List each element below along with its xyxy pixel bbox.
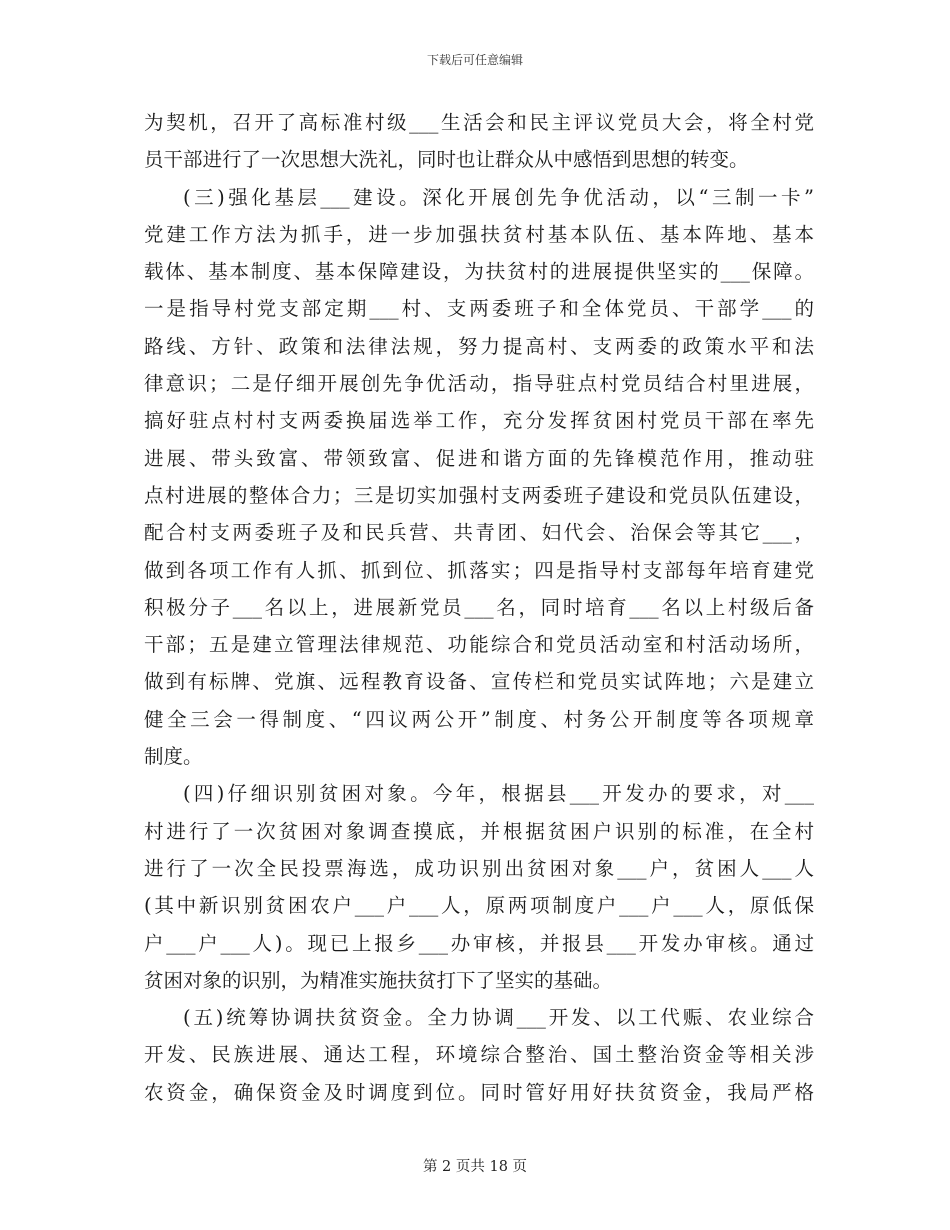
paragraph-coordinate-funds — [144, 999, 814, 1111]
document-body — [144, 104, 814, 1111]
text-line: 员干部进行了一次思想大洗礼，同时也让群众从中感悟到思想的转变。 — [144, 148, 749, 172]
text-line: 点村进展的整体合力；三是切实加强村支两委班子建设和党员队伍建设， — [144, 483, 814, 507]
text-line: (五)统筹协调扶贫资金。全力协调___开发、以工代赈、农业综合 — [183, 1006, 814, 1030]
text-line: 村进行了一次贫困对象调查摸底，并根据贫困户识别的标准，在全村 — [144, 819, 814, 843]
text-line: 党建工作方法为抓手，进一步加强扶贫村基本队伍、基本阵地、基本 — [144, 222, 814, 246]
text-line: 一是指导村党支部定期___村、支两委班子和全体党员、干部学___的 — [144, 297, 814, 321]
text-line: 农资金，确保资金及时调度到位。同时管好用好扶贫资金，我局严格 — [144, 1080, 814, 1104]
text-line: (三)强化基层___建设。深化开展创先争优活动，以“三制一卡” — [183, 185, 814, 209]
text-line: (四)仔细识别贫困对象。今年，根据县___开发办的要求，对___ — [183, 782, 814, 806]
paragraph-strengthen-grassroots — [144, 179, 814, 776]
text-line: 做到各项工作有人抓、抓到位、抓落实；四是指导村支部每年培育建党 — [144, 558, 814, 582]
text-line: 配合村支两委班子及和民兵营、共青团、妇代会、治保会等其它___， — [144, 521, 814, 545]
page-header: 下载后可任意编辑 — [426, 53, 523, 67]
text-line: 干部；五是建立管理法律规范、功能综合和党员活动室和村活动场所， — [144, 633, 814, 657]
text-line: 做到有标牌、党旗、远程教育设备、宣传栏和党员实试阵地；六是建立 — [144, 670, 814, 694]
text-line: 搞好驻点村村支两委换届选举工作，充分发挥贫困村党员干部在率先 — [144, 409, 814, 433]
text-line: 积极分子___名以上，进展新党员___名，同时培育___名以上村级后备 — [144, 595, 814, 619]
text-line: 进行了一次全民投票海选，成功识别出贫困对象___户，贫困人___人 — [144, 856, 814, 880]
text-line: 开发、民族进展、通达工程，环境综合整治、国土整治资金等相关涉 — [144, 1043, 814, 1067]
paragraph-identify-poverty — [144, 775, 814, 999]
text-line: 健全三会一得制度、“四议两公开”制度、村务公开制度等各项规章 — [144, 707, 814, 731]
text-line: (其中新识别贫困农户___户___人，原两项制度户___户___人，原低保 — [144, 894, 814, 918]
text-line: 为契机，召开了高标准村级___生活会和民主评议党员大会，将全村党 — [144, 111, 814, 134]
text-line: 路线、方针、政策和法律法规，努力提高村、支两委的政策水平和法 — [144, 334, 814, 358]
page-number: 第 2 页共 18 页 — [422, 1159, 528, 1175]
text-line: 制度。 — [144, 745, 203, 769]
text-line: 进展、带头致富、带领致富、促进和谐方面的先锋模范作用，推动驻 — [144, 446, 814, 470]
text-line: 贫困对象的识别，为精准实施扶贫打下了坚实的基础。 — [144, 968, 613, 992]
text-line: 载体、基本制度、基本保障建设，为扶贫村的进展提供坚实的___保障。 — [144, 260, 814, 284]
text-line: 户___户___人)。现已上报乡___办审核，并报县___开发办审核。通过 — [144, 931, 814, 955]
text-line: 律意识；二是仔细开展创先争优活动，指导驻点村党员结合村里进展， — [144, 372, 814, 396]
paragraph — [144, 104, 814, 179]
